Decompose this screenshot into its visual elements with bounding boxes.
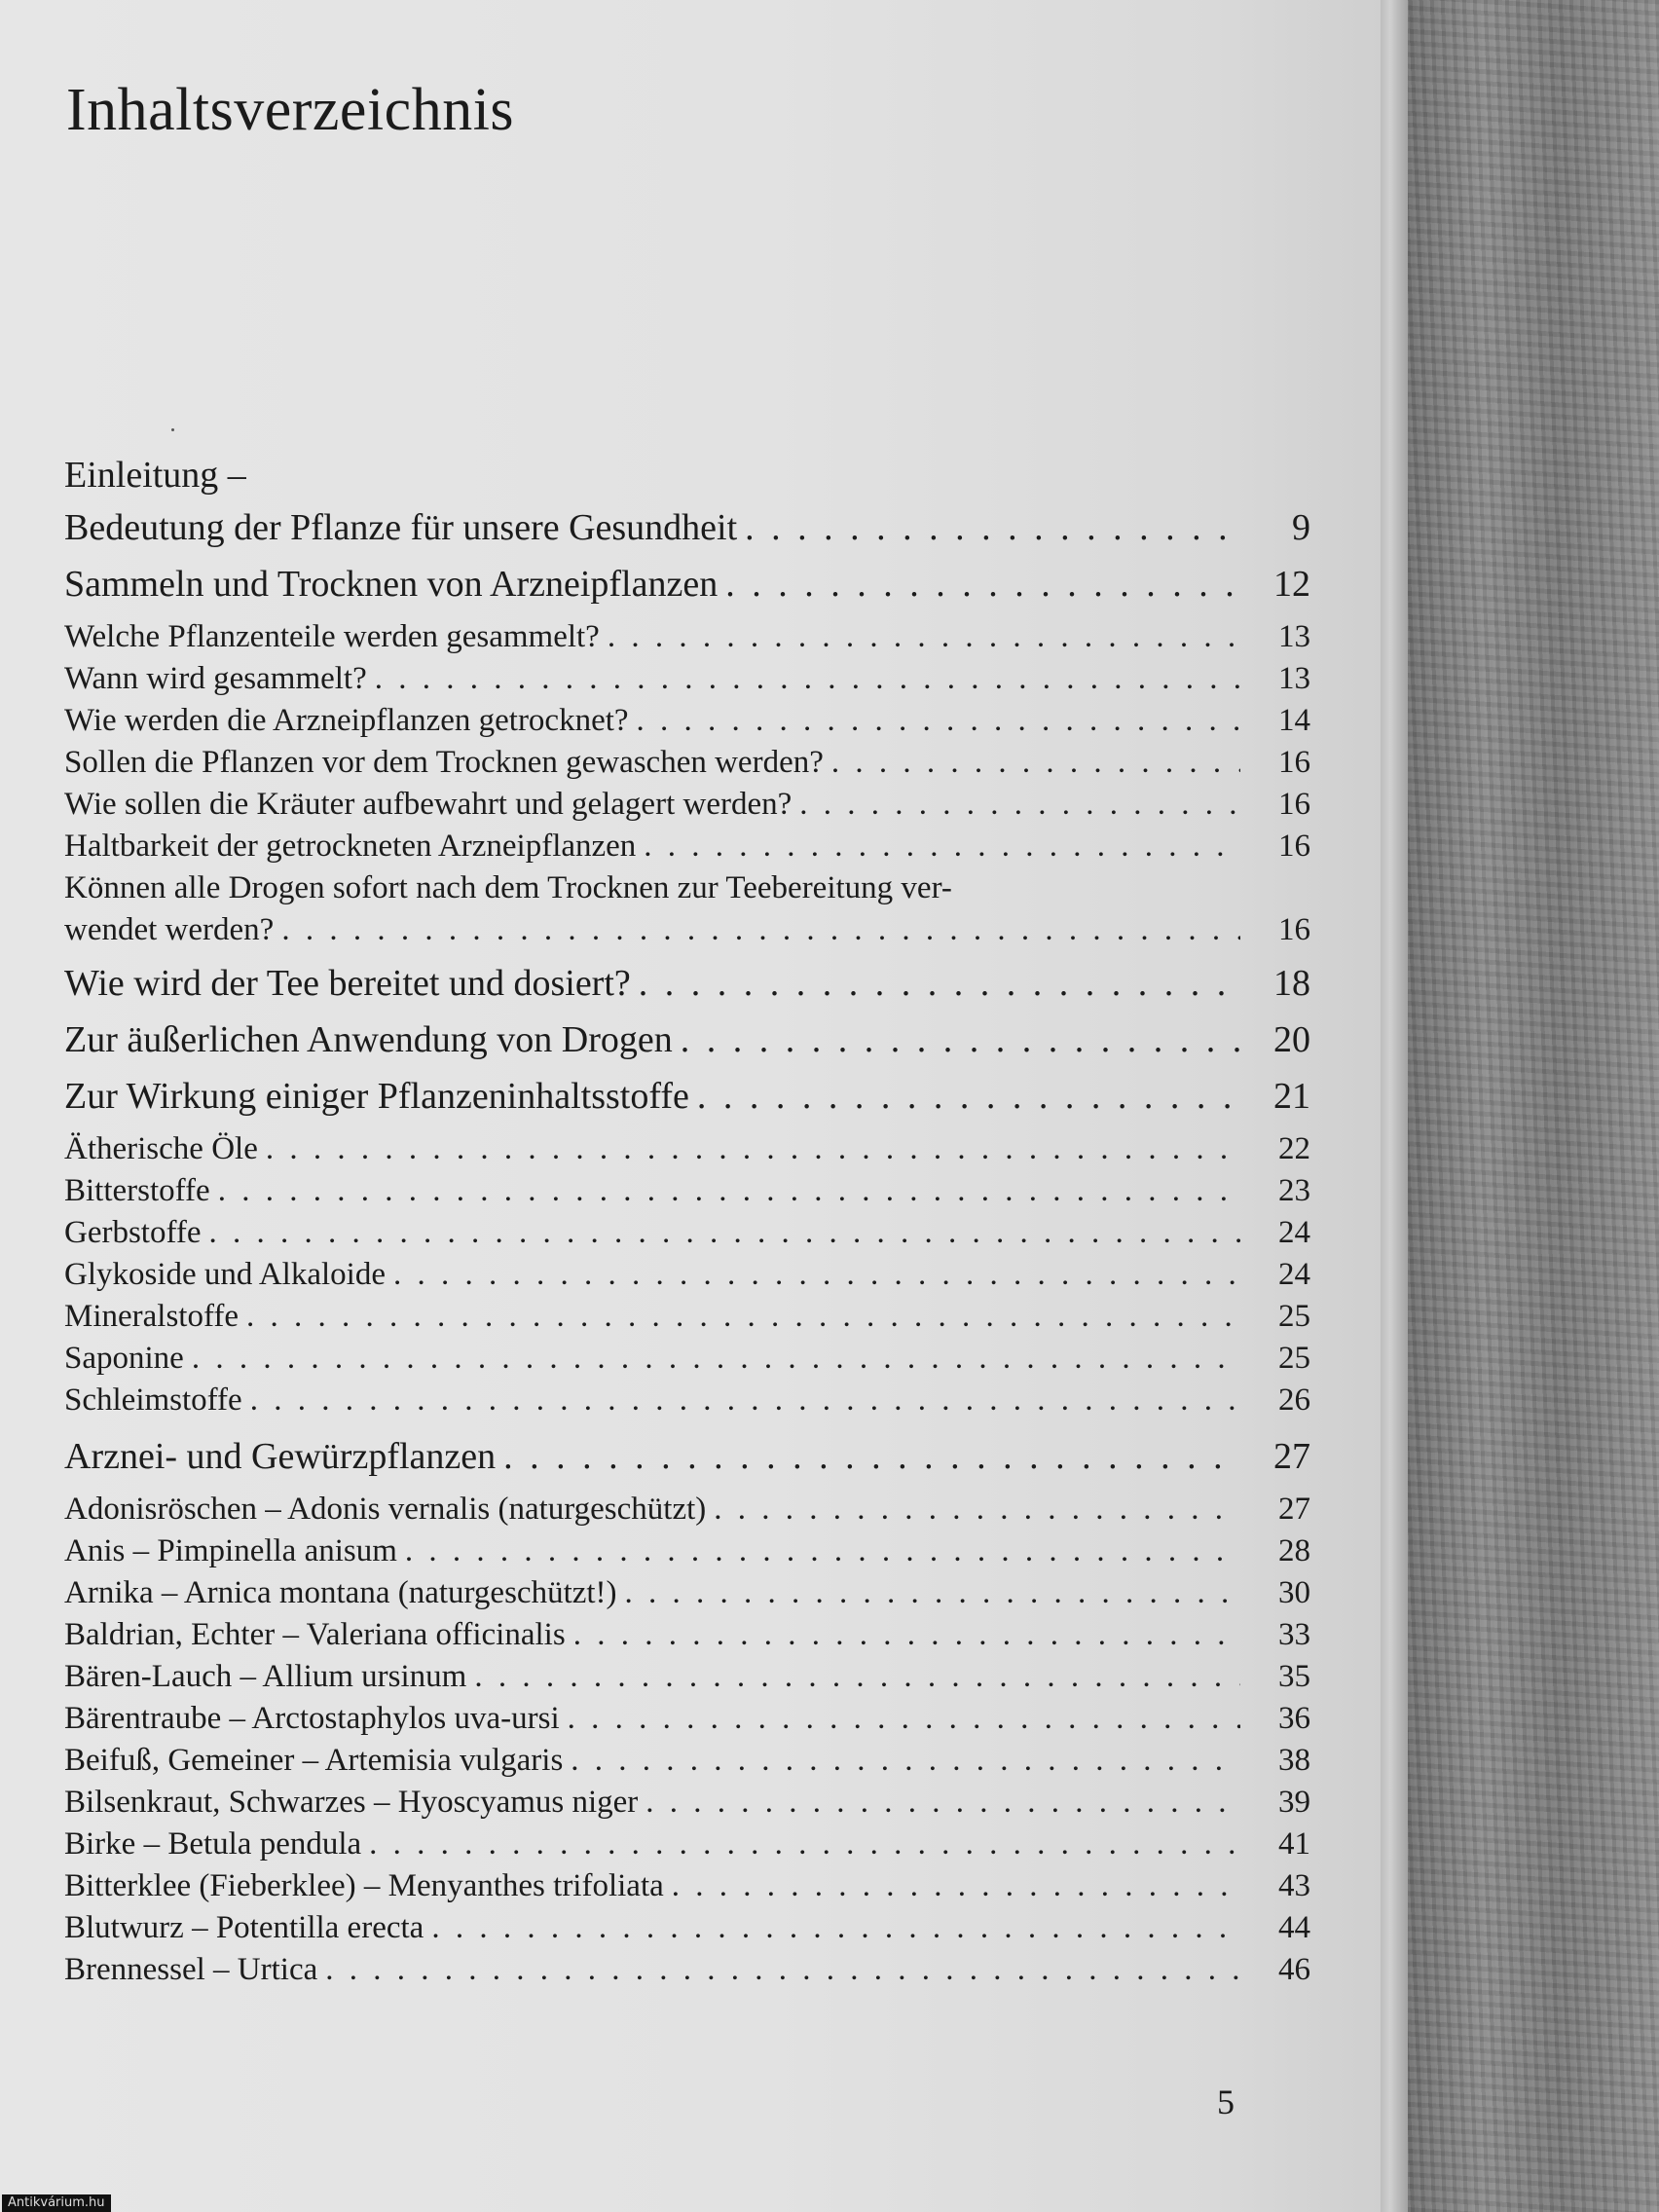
toc-entry: Mineralstoffe . . . 25	[64, 1299, 1310, 1335]
toc-entry: Arnika – Arnica montana (naturgeschützt!) . . . 30	[64, 1575, 1310, 1611]
page-edge	[1381, 0, 1408, 2212]
toc-entry: Bedeutung der Pflanze für unsere Gesundheit . . . 9	[64, 506, 1310, 549]
toc-entry: Saponine . . . 25	[64, 1341, 1310, 1377]
toc-entry: Bären-Lauch – Allium ursinum . . . 35	[64, 1659, 1310, 1695]
toc-entry: Gerbstoffe . . . 24	[64, 1215, 1310, 1251]
toc-entry: Brennessel – Urtica . . . 46	[64, 1952, 1310, 1988]
toc-entry: Wie sollen die Kräuter aufbewahrt und gelagert werden? . . . 16	[64, 787, 1310, 823]
toc-entry: Sammeln und Trocknen von Arzneipflanzen . . . 12	[64, 563, 1310, 606]
toc-entry: Bitterklee (Fieberklee) – Menyanthes trifoliata . . . 43	[64, 1868, 1310, 1904]
toc-entry: Wie wird der Tee bereitet und dosiert? . . . 18	[64, 962, 1310, 1005]
toc-entry: Beifuß, Gemeiner – Artemisia vulgaris . . . 38	[64, 1743, 1310, 1779]
toc-entry: Blutwurz – Potentilla erecta . . . 44	[64, 1910, 1310, 1946]
toc-entry: Zur äußerlichen Anwendung von Drogen . . . 20	[64, 1018, 1310, 1061]
toc-entry: Haltbarkeit der getrockneten Arzneipflanzen . . . 16	[64, 829, 1310, 865]
toc-entry-wrapped-line: Können alle Drogen sofort nach dem Trocknen zur Teebereitung ver-	[64, 870, 952, 905]
toc-entry: Adonisröschen – Adonis vernalis (naturgeschützt) . . . 27	[64, 1492, 1310, 1528]
toc-entry: Anis – Pimpinella anisum . . . 28	[64, 1533, 1310, 1569]
toc-entry: Glykoside und Alkaloide . . . 24	[64, 1257, 1310, 1293]
toc-entry: Ätherische Öle . . . 22	[64, 1131, 1310, 1167]
background-surface	[1408, 0, 1659, 2212]
toc-entry: Bilsenkraut, Schwarzes – Hyoscyamus niger . . . 39	[64, 1785, 1310, 1821]
toc-entry: Wann wird gesammelt? . . . 13	[64, 661, 1310, 697]
intro-label: Einleitung –	[64, 455, 246, 496]
toc-entry: wendet werden? . . . 16	[64, 912, 1310, 948]
toc-entry: Zur Wirkung einiger Pflanzeninhaltsstoffe . . . 21	[64, 1075, 1310, 1118]
toc-entry: Wie werden die Arzneipflanzen getrocknet? . . . 14	[64, 703, 1310, 739]
toc-entry: Arznei- und Gewürzpflanzen . . . 27	[64, 1435, 1310, 1478]
toc-entry: Bitterstoffe . . . 23	[64, 1173, 1310, 1209]
toc-entry: Schleimstoffe . . . 26	[64, 1382, 1310, 1419]
page-number: 5	[1217, 2083, 1235, 2121]
page-title: Inhaltsverzeichnis	[66, 77, 515, 143]
toc-entry: Baldrian, Echter – Valeriana officinalis . . . 33	[64, 1617, 1310, 1653]
pencil-mark	[171, 428, 174, 431]
toc-entry: Bärentraube – Arctostaphylos uva-ursi . . . 36	[64, 1701, 1310, 1737]
toc-entry: Birke – Betula pendula . . . 41	[64, 1826, 1310, 1862]
toc-entry: Sollen die Pflanzen vor dem Trocknen gewaschen werden? . . . 16	[64, 745, 1310, 781]
toc-entry: Welche Pflanzenteile werden gesammelt? . . . 13	[64, 619, 1310, 655]
watermark: Antikvárium.hu	[2, 2194, 111, 2212]
